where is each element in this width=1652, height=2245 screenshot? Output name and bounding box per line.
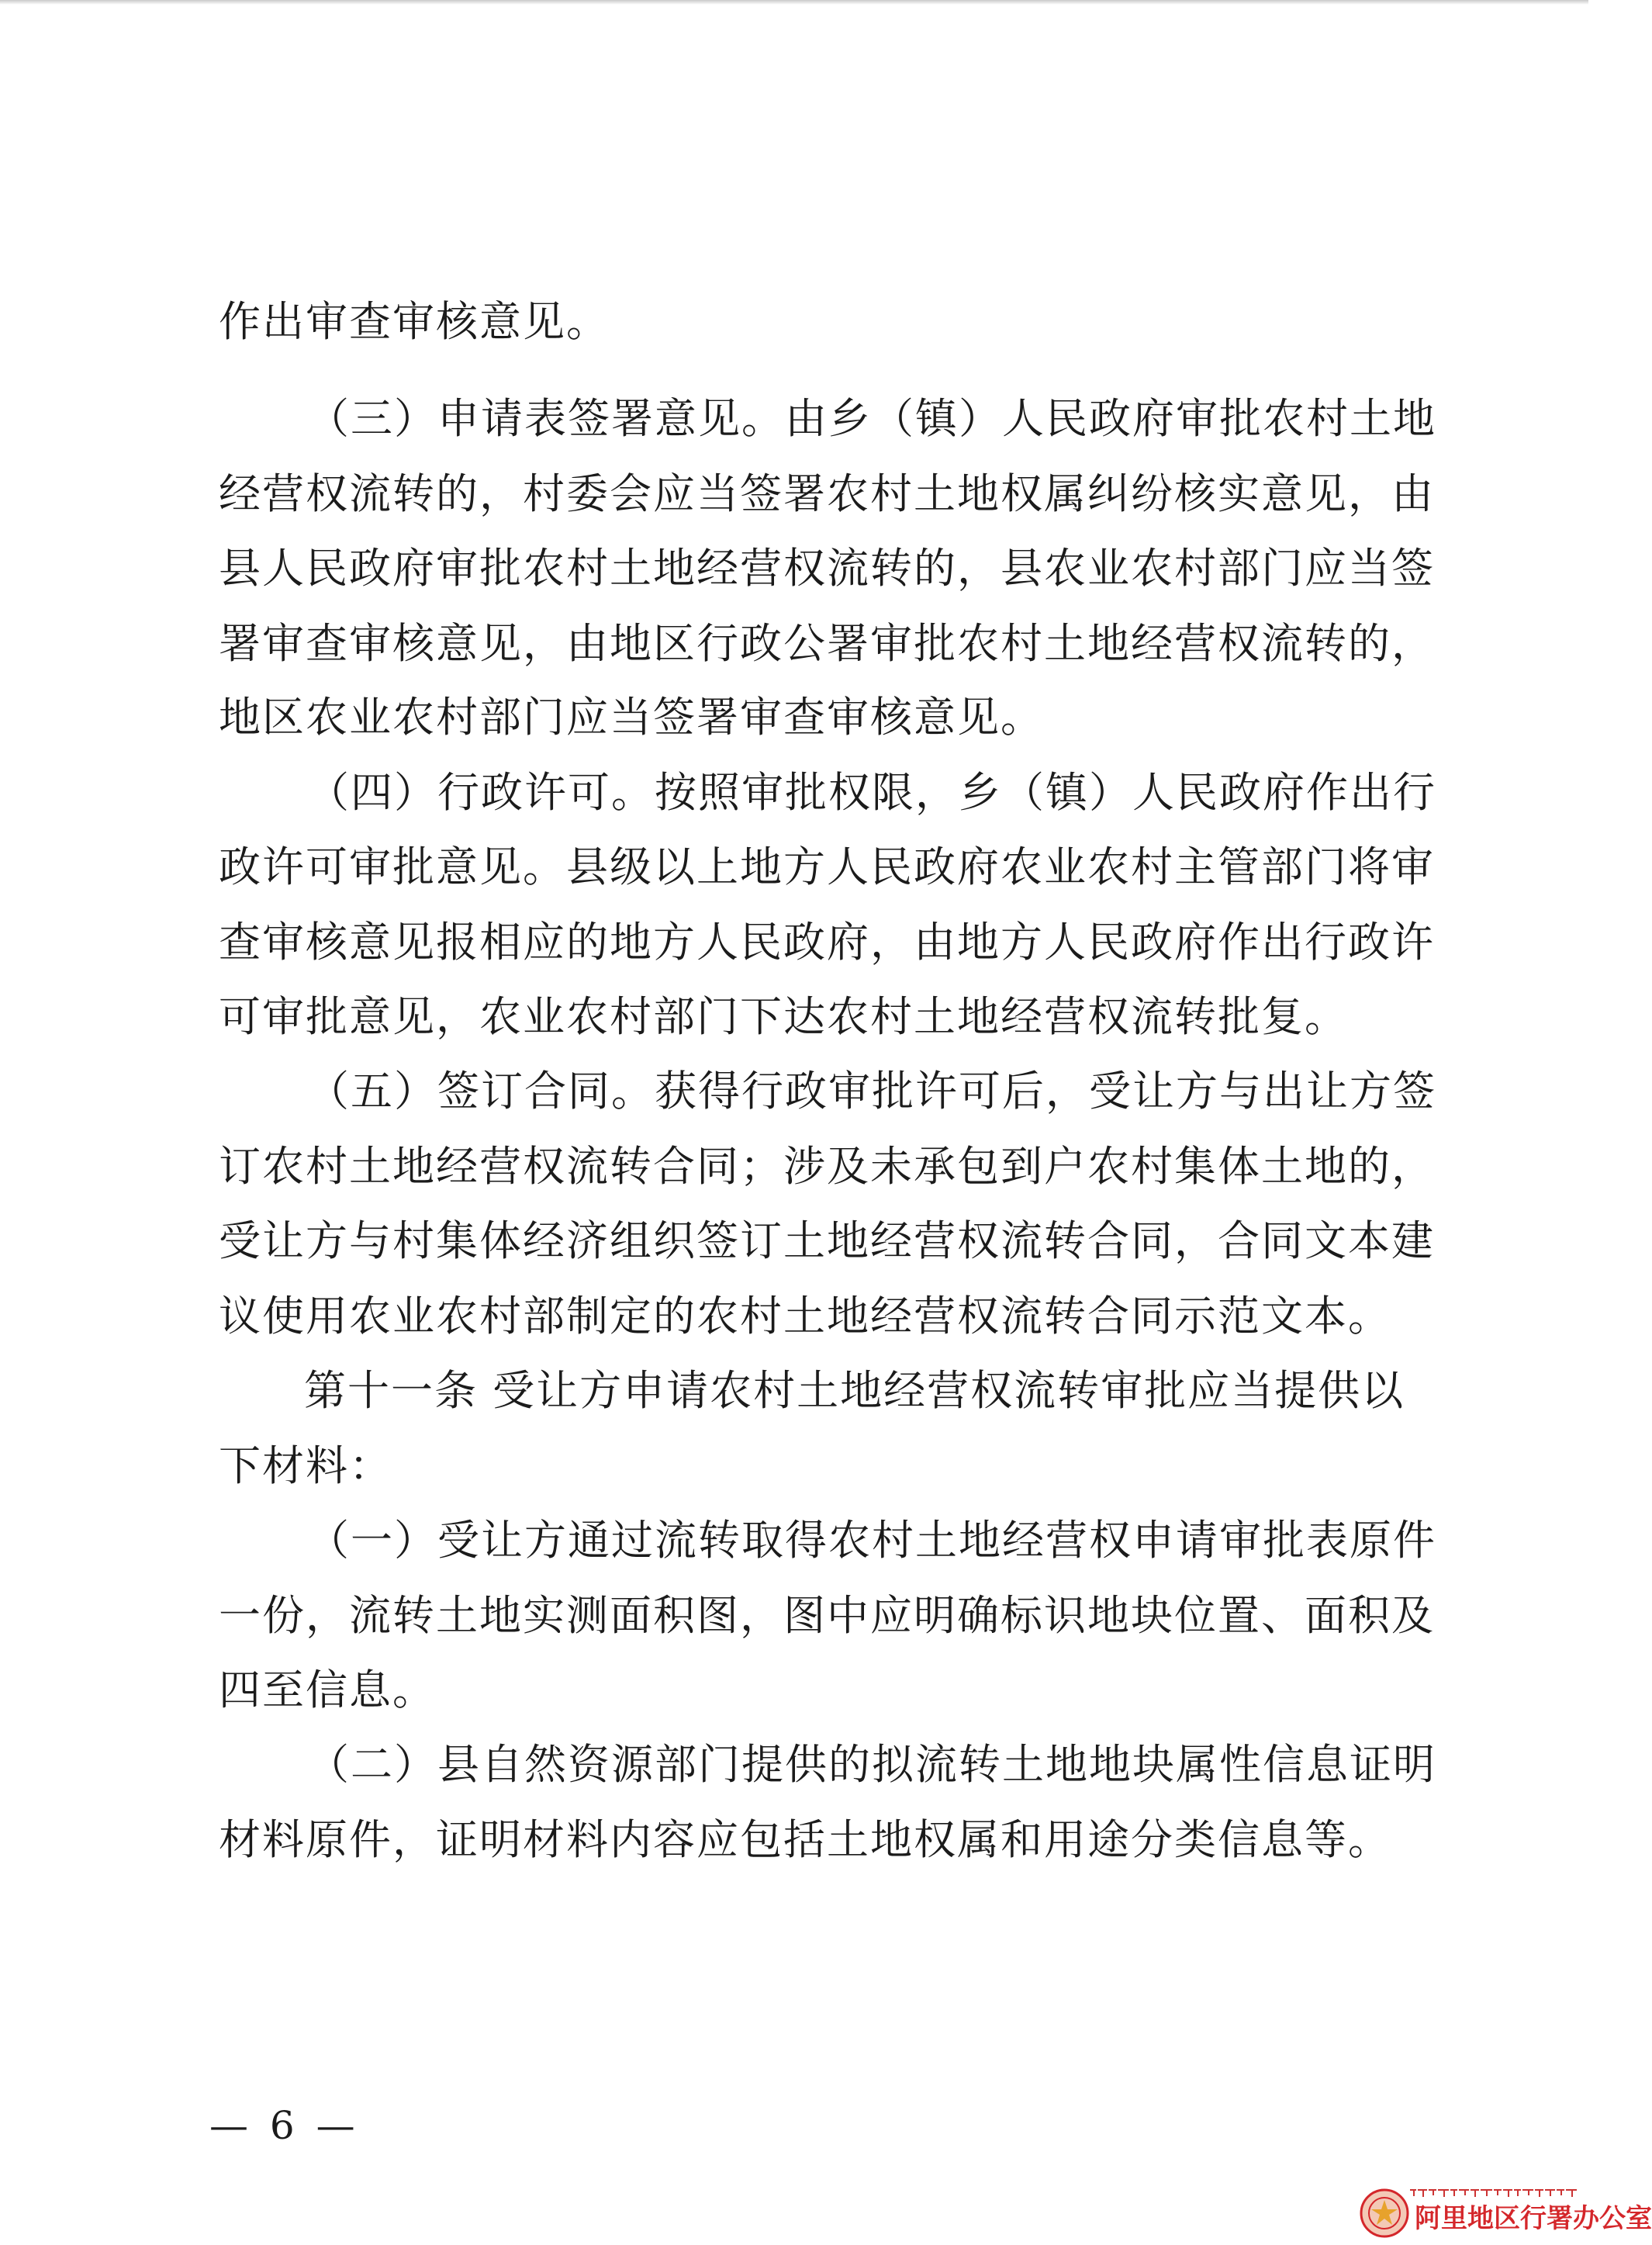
paragraph-line: 可审批意见，农业农村部门下达农村土地经营权流转批复。 xyxy=(219,992,1348,1041)
article-heading-line: 第十一条 受让方申请农村土地经营权流转审批应当提供以 xyxy=(304,1366,1405,1415)
paragraph-line: 受让方与村集体经济组织签订土地经营权流转合同，合同文本建 xyxy=(219,1216,1435,1265)
page-number: — 6 — xyxy=(209,2103,360,2148)
paragraph-line: 地区农业农村部门应当签署审查审核意见。 xyxy=(219,693,1044,742)
paragraph-line: 四至信息。 xyxy=(219,1666,436,1714)
paragraph-line: （五）签订合同。获得行政审批许可后，受让方与出让方签 xyxy=(307,1067,1436,1116)
paragraph-line: 一份，流转土地实测面积图，图中应明确标识地块位置、面积及 xyxy=(219,1591,1435,1640)
paragraph-line: 材料原件，证明材料内容应包括土地权属和用途分类信息等。 xyxy=(219,1815,1391,1864)
paragraph-line: （二）县自然资源部门提供的拟流转土地地块属性信息证明 xyxy=(307,1740,1436,1789)
paragraph-line: 署审查审核意见，由地区行政公署审批农村土地经营权流转的， xyxy=(219,619,1435,668)
office-stamp xyxy=(1356,2158,1652,2245)
office-name: 阿里地区行署办公室 xyxy=(1415,2203,1652,2234)
paragraph-line: 订农村土地经营权流转合同；涉及未承包到户农村集体土地的， xyxy=(219,1142,1435,1191)
paragraph-line: （三）申请表签署意见。由乡（镇）人民政府审批农村土地 xyxy=(307,394,1436,443)
paragraph-line: 作出审查审核意见。 xyxy=(219,297,610,346)
paragraph-line: 下材料： xyxy=(219,1441,392,1490)
paragraph-line: 议使用农业农村部制定的农村土地经营权流转合同示范文本。 xyxy=(219,1292,1391,1340)
paragraph-line: （四）行政许可。按照审批权限，乡（镇）人民政府作出行 xyxy=(307,768,1436,817)
paragraph-line: 县人民政府审批农村土地经营权流转的，县农业农村部门应当签 xyxy=(219,544,1435,593)
paragraph-line: 政许可审批意见。县级以上地方人民政府农业农村主管部门将审 xyxy=(219,842,1435,891)
tibetan-script-line xyxy=(1410,2188,1585,2198)
paragraph-line: 查审核意见报相应的地方人民政府，由地方人民政府作出行政许 xyxy=(219,918,1435,967)
page-top-edge xyxy=(0,0,1588,5)
paragraph-line: 经营权流转的，村委会应当签署农村土地权属纠纷核实意见，由 xyxy=(219,469,1435,518)
national-emblem-icon xyxy=(1359,2188,1410,2239)
paragraph-line: （一）受让方通过流转取得农村土地经营权申请审批表原件 xyxy=(307,1516,1436,1565)
